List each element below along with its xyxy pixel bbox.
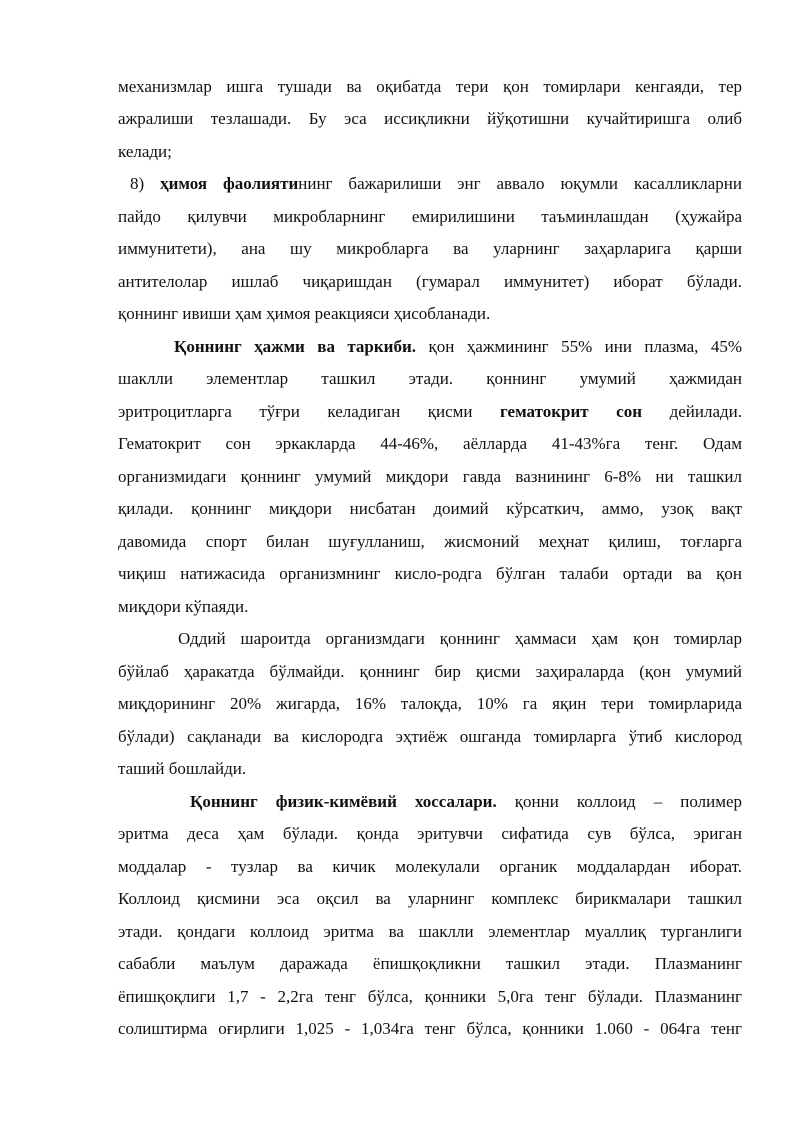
text-line: солиштирма оғирлиги 1,025 - 1,034га тенг бўлса, қонники 1.060 - 064га тенг — [118, 1019, 742, 1038]
text-line: антителолар ишлаб чиқаришдан (гумарал иммунитет) иборат бўлади. — [118, 272, 742, 291]
text-line: миқдорининг 20% жигарда, 16% талоқда, 10% га яқин тери томирларида — [118, 694, 742, 713]
section-heading-line — [190, 791, 742, 813]
term-bold: ҳимоя фаолияти — [160, 174, 299, 193]
text-line: сабабли маълум даражада ёпишқоқликни ташкил этади. Плазманинг — [118, 954, 742, 973]
text-line: пайдо қилувчи микробларнинг емирилишини таъминлашдан (ҳужайра — [118, 207, 742, 226]
text-line: моддалар - тузлар ва кичик молекулали органик моддалардан иборат. — [118, 857, 742, 876]
text-line: эритма деса ҳам бўлади. қонда эритувчи сифатида сув бўлса, эриган — [118, 824, 742, 843]
text-span: нинг бажарилиши энг аввало юқумли касалликларни — [298, 174, 742, 193]
text-line: қоннинг ивиши ҳам ҳимоя реакцияси ҳисобланади. — [118, 304, 491, 323]
text-line: келади; — [118, 142, 172, 161]
text-line: ажралиши тезлашади. Бу эса иссиқликни йўқотишни кучайтиришга олиб — [118, 109, 742, 128]
text-line: қилади. қоннинг миқдори нисбатан доимий кўрсаткич, аммо, узоқ вақт — [118, 499, 742, 518]
text-line: миқдори кўпаяди. — [118, 597, 249, 616]
text-line: бўлади) сақланади ва кислородга эҳтиёж ошганда томирларга ўтиб кислород — [118, 727, 742, 746]
section-heading: Қоннинг физик-кимёвий хоссалари. — [190, 792, 497, 811]
text-line: шаклли элементлар ташкил этади. қоннинг умумий ҳажмидан — [118, 369, 742, 388]
text-line: Гематокрит сон эркакларда 44-46%, аёлларда 41-43%га тенг. Одам — [118, 434, 742, 453]
text-line: ёпишқоқлиги 1,7 - 2,2га тенг бўлса, қонники 5,0га тенг бўлади. Плазманинг — [118, 987, 742, 1006]
section-heading-line — [174, 336, 742, 358]
text-line: иммунитети), ана шу микробларга ва уларнинг заҳарларига қарши — [118, 239, 742, 258]
term-bold: гематокрит сон — [500, 402, 643, 421]
text-line: бўйлаб ҳаракатда бўлмайди. қоннинг бир қисми заҳираларда (қон умумий — [118, 662, 742, 681]
text-span: дейилади. — [642, 402, 742, 421]
text-line: таший бошлайди. — [118, 759, 247, 778]
text-line: этади. қондаги коллоид эритма ва шаклли элементлар муаллиқ турганлиги — [118, 922, 742, 941]
text-span: эритроцитларга тўғри келадиган қисми — [118, 402, 501, 421]
text-line-list-item — [130, 173, 742, 195]
list-marker: 8) — [130, 174, 161, 193]
text-line: организмидаги қоннинг умумий миқдори гавда вазнининг 6-8% ни ташкил — [118, 467, 742, 486]
text-span: қон ҳажмининг 55% ини плазма, 45% — [416, 337, 742, 356]
text-line: чиқиш натижасида организмнинг кисло-родга бўлган талаби ортади ва қон — [118, 564, 742, 583]
text-line: Коллоид қисмини эса оқсил ва уларнинг комплекс бирикмалари ташкил — [118, 889, 742, 908]
text-line-indented: Оддий шароитда организмдаги қоннинг ҳаммаси ҳам қон томирлар — [178, 629, 742, 648]
text-line: давомида спорт билан шуғулланиш, жисмоний меҳнат қилиш, тоғларга — [118, 532, 742, 551]
section-heading: Қоннинг ҳажми ва таркиби. — [174, 337, 417, 356]
text-line — [118, 401, 742, 423]
text-line: механизмлар ишга тушади ва оқибатда тери қон томирлари кенгаяди, тер — [118, 77, 742, 96]
text-span: қонни коллоид – полимер — [496, 792, 742, 811]
